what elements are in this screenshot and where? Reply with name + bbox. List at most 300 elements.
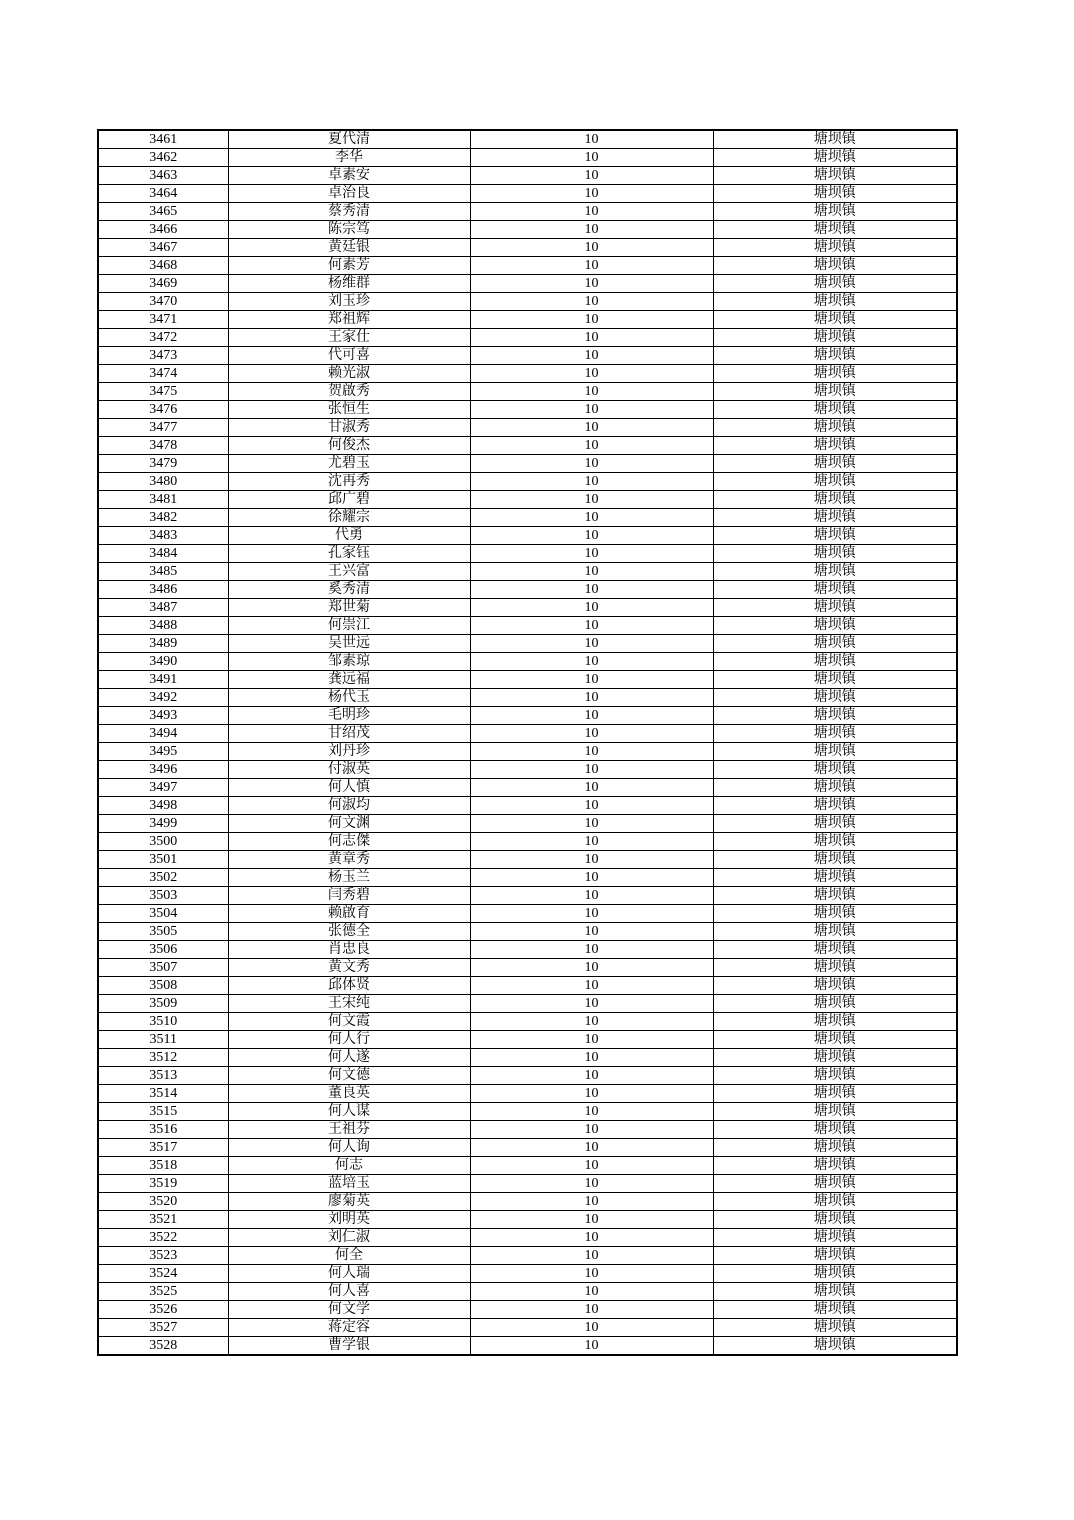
town-cell: 塘坝镇 bbox=[713, 1067, 957, 1085]
town-cell: 塘坝镇 bbox=[713, 419, 957, 437]
table-row bbox=[98, 1139, 957, 1157]
amount-cell: 10 bbox=[470, 599, 713, 617]
name-cell: 蓝培玉 bbox=[228, 1175, 470, 1193]
table-row bbox=[98, 689, 957, 707]
number-cell: 3462 bbox=[98, 149, 228, 167]
amount-cell: 10 bbox=[470, 995, 713, 1013]
table-row bbox=[98, 941, 957, 959]
amount-cell: 10 bbox=[470, 779, 713, 797]
table-row bbox=[98, 365, 957, 383]
amount-cell: 10 bbox=[470, 725, 713, 743]
town-cell: 塘坝镇 bbox=[713, 851, 957, 869]
town-cell: 塘坝镇 bbox=[713, 635, 957, 653]
amount-cell: 10 bbox=[470, 437, 713, 455]
town-cell: 塘坝镇 bbox=[713, 437, 957, 455]
number-cell: 3478 bbox=[98, 437, 228, 455]
town-cell: 塘坝镇 bbox=[713, 1283, 957, 1301]
town-cell: 塘坝镇 bbox=[713, 959, 957, 977]
town-cell: 塘坝镇 bbox=[713, 1265, 957, 1283]
table-row bbox=[98, 563, 957, 581]
town-cell: 塘坝镇 bbox=[713, 743, 957, 761]
amount-cell: 10 bbox=[470, 1157, 713, 1175]
name-cell: 赖光淑 bbox=[228, 365, 470, 383]
name-cell: 邹素琼 bbox=[228, 653, 470, 671]
table-row bbox=[98, 1175, 957, 1193]
amount-cell: 10 bbox=[470, 1139, 713, 1157]
name-cell: 何俊杰 bbox=[228, 437, 470, 455]
table-row bbox=[98, 671, 957, 689]
number-cell: 3484 bbox=[98, 545, 228, 563]
table-row bbox=[98, 1157, 957, 1175]
name-cell: 沈再秀 bbox=[228, 473, 470, 491]
number-cell: 3480 bbox=[98, 473, 228, 491]
table-row bbox=[98, 815, 957, 833]
name-cell: 邱体贤 bbox=[228, 977, 470, 995]
amount-cell: 10 bbox=[470, 185, 713, 203]
number-cell: 3510 bbox=[98, 1013, 228, 1031]
amount-cell: 10 bbox=[470, 329, 713, 347]
table-body bbox=[98, 130, 957, 1355]
number-cell: 3491 bbox=[98, 671, 228, 689]
number-cell: 3496 bbox=[98, 761, 228, 779]
town-cell: 塘坝镇 bbox=[713, 869, 957, 887]
amount-cell: 10 bbox=[470, 347, 713, 365]
amount-cell: 10 bbox=[470, 491, 713, 509]
table-row bbox=[98, 995, 957, 1013]
table-row bbox=[98, 347, 957, 365]
number-cell: 3524 bbox=[98, 1265, 228, 1283]
number-cell: 3514 bbox=[98, 1085, 228, 1103]
amount-cell: 10 bbox=[470, 473, 713, 491]
number-cell: 3502 bbox=[98, 869, 228, 887]
number-cell: 3509 bbox=[98, 995, 228, 1013]
number-cell: 3465 bbox=[98, 203, 228, 221]
name-cell: 付淑英 bbox=[228, 761, 470, 779]
name-cell: 代勇 bbox=[228, 527, 470, 545]
name-cell: 陈宗笃 bbox=[228, 221, 470, 239]
town-cell: 塘坝镇 bbox=[713, 617, 957, 635]
number-cell: 3508 bbox=[98, 977, 228, 995]
table-row bbox=[98, 581, 957, 599]
number-cell: 3488 bbox=[98, 617, 228, 635]
town-cell: 塘坝镇 bbox=[713, 1337, 957, 1356]
town-cell: 塘坝镇 bbox=[713, 1247, 957, 1265]
amount-cell: 10 bbox=[470, 1031, 713, 1049]
table-row bbox=[98, 1247, 957, 1265]
amount-cell: 10 bbox=[470, 1121, 713, 1139]
name-cell: 蔡秀清 bbox=[228, 203, 470, 221]
number-cell: 3519 bbox=[98, 1175, 228, 1193]
amount-cell: 10 bbox=[470, 1301, 713, 1319]
table-row bbox=[98, 923, 957, 941]
number-cell: 3525 bbox=[98, 1283, 228, 1301]
table-row bbox=[98, 725, 957, 743]
town-cell: 塘坝镇 bbox=[713, 1121, 957, 1139]
amount-cell: 10 bbox=[470, 167, 713, 185]
table-row bbox=[98, 959, 957, 977]
amount-cell: 10 bbox=[470, 1211, 713, 1229]
name-cell: 奚秀清 bbox=[228, 581, 470, 599]
name-cell: 孔家钰 bbox=[228, 545, 470, 563]
name-cell: 毛明珍 bbox=[228, 707, 470, 725]
town-cell: 塘坝镇 bbox=[713, 995, 957, 1013]
town-cell: 塘坝镇 bbox=[713, 257, 957, 275]
table-row bbox=[98, 149, 957, 167]
town-cell: 塘坝镇 bbox=[713, 1157, 957, 1175]
amount-cell: 10 bbox=[470, 671, 713, 689]
table-row bbox=[98, 851, 957, 869]
amount-cell: 10 bbox=[470, 275, 713, 293]
number-cell: 3526 bbox=[98, 1301, 228, 1319]
name-cell: 何素芳 bbox=[228, 257, 470, 275]
town-cell: 塘坝镇 bbox=[713, 1229, 957, 1247]
table-row bbox=[98, 401, 957, 419]
amount-cell: 10 bbox=[470, 311, 713, 329]
number-cell: 3473 bbox=[98, 347, 228, 365]
name-cell: 王宋纯 bbox=[228, 995, 470, 1013]
name-cell: 曹学银 bbox=[228, 1337, 470, 1356]
amount-cell: 10 bbox=[470, 1103, 713, 1121]
table-row bbox=[98, 527, 957, 545]
table-row bbox=[98, 761, 957, 779]
number-cell: 3485 bbox=[98, 563, 228, 581]
table-row bbox=[98, 1067, 957, 1085]
town-cell: 塘坝镇 bbox=[713, 581, 957, 599]
number-cell: 3463 bbox=[98, 167, 228, 185]
name-cell: 刘丹珍 bbox=[228, 743, 470, 761]
amount-cell: 10 bbox=[470, 455, 713, 473]
town-cell: 塘坝镇 bbox=[713, 1211, 957, 1229]
amount-cell: 10 bbox=[470, 365, 713, 383]
town-cell: 塘坝镇 bbox=[713, 203, 957, 221]
table-row bbox=[98, 293, 957, 311]
name-cell: 蒋定容 bbox=[228, 1319, 470, 1337]
table-row bbox=[98, 653, 957, 671]
amount-cell: 10 bbox=[470, 869, 713, 887]
amount-cell: 10 bbox=[470, 1319, 713, 1337]
amount-cell: 10 bbox=[470, 1175, 713, 1193]
amount-cell: 10 bbox=[470, 653, 713, 671]
town-cell: 塘坝镇 bbox=[713, 491, 957, 509]
amount-cell: 10 bbox=[470, 941, 713, 959]
amount-cell: 10 bbox=[470, 689, 713, 707]
name-cell: 夏代清 bbox=[228, 130, 470, 149]
number-cell: 3523 bbox=[98, 1247, 228, 1265]
amount-cell: 10 bbox=[470, 221, 713, 239]
amount-cell: 10 bbox=[470, 1229, 713, 1247]
town-cell: 塘坝镇 bbox=[713, 509, 957, 527]
amount-cell: 10 bbox=[470, 419, 713, 437]
name-cell: 徐耀宗 bbox=[228, 509, 470, 527]
name-cell: 刘明英 bbox=[228, 1211, 470, 1229]
amount-cell: 10 bbox=[470, 1247, 713, 1265]
name-cell: 何人询 bbox=[228, 1139, 470, 1157]
town-cell: 塘坝镇 bbox=[713, 923, 957, 941]
town-cell: 塘坝镇 bbox=[713, 293, 957, 311]
town-cell: 塘坝镇 bbox=[713, 1175, 957, 1193]
name-cell: 贺啟秀 bbox=[228, 383, 470, 401]
town-cell: 塘坝镇 bbox=[713, 1085, 957, 1103]
amount-cell: 10 bbox=[470, 743, 713, 761]
name-cell: 何人慎 bbox=[228, 779, 470, 797]
amount-cell: 10 bbox=[470, 545, 713, 563]
number-cell: 3477 bbox=[98, 419, 228, 437]
name-cell: 何淑均 bbox=[228, 797, 470, 815]
table-row bbox=[98, 1031, 957, 1049]
number-cell: 3493 bbox=[98, 707, 228, 725]
name-cell: 王兴富 bbox=[228, 563, 470, 581]
number-cell: 3461 bbox=[98, 130, 228, 149]
town-cell: 塘坝镇 bbox=[713, 545, 957, 563]
number-cell: 3482 bbox=[98, 509, 228, 527]
name-cell: 何志 bbox=[228, 1157, 470, 1175]
number-cell: 3483 bbox=[98, 527, 228, 545]
name-cell: 何志傑 bbox=[228, 833, 470, 851]
number-cell: 3495 bbox=[98, 743, 228, 761]
name-cell: 杨代玉 bbox=[228, 689, 470, 707]
name-cell: 刘玉珍 bbox=[228, 293, 470, 311]
number-cell: 3511 bbox=[98, 1031, 228, 1049]
table-row bbox=[98, 311, 957, 329]
name-cell: 何人行 bbox=[228, 1031, 470, 1049]
table-row bbox=[98, 130, 957, 149]
town-cell: 塘坝镇 bbox=[713, 130, 957, 149]
amount-cell: 10 bbox=[470, 923, 713, 941]
number-cell: 3503 bbox=[98, 887, 228, 905]
amount-cell: 10 bbox=[470, 527, 713, 545]
number-cell: 3475 bbox=[98, 383, 228, 401]
table-row bbox=[98, 617, 957, 635]
table-row bbox=[98, 977, 957, 995]
town-cell: 塘坝镇 bbox=[713, 779, 957, 797]
town-cell: 塘坝镇 bbox=[713, 761, 957, 779]
number-cell: 3527 bbox=[98, 1319, 228, 1337]
number-cell: 3512 bbox=[98, 1049, 228, 1067]
table-row bbox=[98, 905, 957, 923]
town-cell: 塘坝镇 bbox=[713, 941, 957, 959]
town-cell: 塘坝镇 bbox=[713, 833, 957, 851]
name-cell: 廖菊英 bbox=[228, 1193, 470, 1211]
amount-cell: 10 bbox=[470, 149, 713, 167]
table-row bbox=[98, 707, 957, 725]
town-cell: 塘坝镇 bbox=[713, 653, 957, 671]
name-cell: 闫秀碧 bbox=[228, 887, 470, 905]
town-cell: 塘坝镇 bbox=[713, 1193, 957, 1211]
amount-cell: 10 bbox=[470, 635, 713, 653]
number-cell: 3467 bbox=[98, 239, 228, 257]
number-cell: 3481 bbox=[98, 491, 228, 509]
table-row bbox=[98, 1337, 957, 1356]
table-row bbox=[98, 1229, 957, 1247]
name-cell: 郑世菊 bbox=[228, 599, 470, 617]
name-cell: 赖啟育 bbox=[228, 905, 470, 923]
town-cell: 塘坝镇 bbox=[713, 185, 957, 203]
amount-cell: 10 bbox=[470, 1067, 713, 1085]
table-row bbox=[98, 1283, 957, 1301]
table-row bbox=[98, 185, 957, 203]
name-cell: 何文渊 bbox=[228, 815, 470, 833]
town-cell: 塘坝镇 bbox=[713, 1103, 957, 1121]
table-row bbox=[98, 1085, 957, 1103]
number-cell: 3466 bbox=[98, 221, 228, 239]
name-cell: 李华 bbox=[228, 149, 470, 167]
amount-cell: 10 bbox=[470, 707, 713, 725]
amount-cell: 10 bbox=[470, 959, 713, 977]
town-cell: 塘坝镇 bbox=[713, 815, 957, 833]
town-cell: 塘坝镇 bbox=[713, 239, 957, 257]
town-cell: 塘坝镇 bbox=[713, 329, 957, 347]
amount-cell: 10 bbox=[470, 833, 713, 851]
town-cell: 塘坝镇 bbox=[713, 977, 957, 995]
table-row bbox=[98, 887, 957, 905]
table-row bbox=[98, 1211, 957, 1229]
town-cell: 塘坝镇 bbox=[713, 527, 957, 545]
name-cell: 黄廷银 bbox=[228, 239, 470, 257]
amount-cell: 10 bbox=[470, 1265, 713, 1283]
name-cell: 代可喜 bbox=[228, 347, 470, 365]
number-cell: 3471 bbox=[98, 311, 228, 329]
number-cell: 3500 bbox=[98, 833, 228, 851]
table-row bbox=[98, 221, 957, 239]
town-cell: 塘坝镇 bbox=[713, 707, 957, 725]
number-cell: 3497 bbox=[98, 779, 228, 797]
number-cell: 3520 bbox=[98, 1193, 228, 1211]
town-cell: 塘坝镇 bbox=[713, 599, 957, 617]
town-cell: 塘坝镇 bbox=[713, 473, 957, 491]
table-row bbox=[98, 1265, 957, 1283]
amount-cell: 10 bbox=[470, 383, 713, 401]
town-cell: 塘坝镇 bbox=[713, 1301, 957, 1319]
amount-cell: 10 bbox=[470, 977, 713, 995]
table-row bbox=[98, 491, 957, 509]
number-cell: 3504 bbox=[98, 905, 228, 923]
amount-cell: 10 bbox=[470, 887, 713, 905]
amount-cell: 10 bbox=[470, 851, 713, 869]
table-row bbox=[98, 743, 957, 761]
amount-cell: 10 bbox=[470, 563, 713, 581]
name-cell: 何人谋 bbox=[228, 1103, 470, 1121]
table-row bbox=[98, 797, 957, 815]
name-cell: 杨玉兰 bbox=[228, 869, 470, 887]
table-row bbox=[98, 1319, 957, 1337]
amount-cell: 10 bbox=[470, 815, 713, 833]
amount-cell: 10 bbox=[470, 1085, 713, 1103]
number-cell: 3517 bbox=[98, 1139, 228, 1157]
town-cell: 塘坝镇 bbox=[713, 671, 957, 689]
town-cell: 塘坝镇 bbox=[713, 1049, 957, 1067]
name-cell: 何人遂 bbox=[228, 1049, 470, 1067]
number-cell: 3505 bbox=[98, 923, 228, 941]
amount-cell: 10 bbox=[470, 797, 713, 815]
name-cell: 何文德 bbox=[228, 1067, 470, 1085]
town-cell: 塘坝镇 bbox=[713, 563, 957, 581]
number-cell: 3492 bbox=[98, 689, 228, 707]
number-cell: 3521 bbox=[98, 1211, 228, 1229]
amount-cell: 10 bbox=[470, 130, 713, 149]
amount-cell: 10 bbox=[470, 761, 713, 779]
name-cell: 郑祖辉 bbox=[228, 311, 470, 329]
number-cell: 3489 bbox=[98, 635, 228, 653]
table-row bbox=[98, 383, 957, 401]
table-row bbox=[98, 329, 957, 347]
name-cell: 邱广碧 bbox=[228, 491, 470, 509]
table-row bbox=[98, 635, 957, 653]
table-row bbox=[98, 545, 957, 563]
table-row bbox=[98, 437, 957, 455]
number-cell: 3522 bbox=[98, 1229, 228, 1247]
number-cell: 3506 bbox=[98, 941, 228, 959]
amount-cell: 10 bbox=[470, 617, 713, 635]
amount-cell: 10 bbox=[470, 581, 713, 599]
amount-cell: 10 bbox=[470, 1337, 713, 1356]
number-cell: 3479 bbox=[98, 455, 228, 473]
number-cell: 3507 bbox=[98, 959, 228, 977]
table-row bbox=[98, 257, 957, 275]
name-cell: 甘淑秀 bbox=[228, 419, 470, 437]
number-cell: 3464 bbox=[98, 185, 228, 203]
amount-cell: 10 bbox=[470, 401, 713, 419]
town-cell: 塘坝镇 bbox=[713, 455, 957, 473]
table-row bbox=[98, 1049, 957, 1067]
number-cell: 3472 bbox=[98, 329, 228, 347]
town-cell: 塘坝镇 bbox=[713, 167, 957, 185]
town-cell: 塘坝镇 bbox=[713, 347, 957, 365]
table-row bbox=[98, 869, 957, 887]
amount-cell: 10 bbox=[470, 1283, 713, 1301]
name-cell: 肖忠良 bbox=[228, 941, 470, 959]
name-cell: 何文学 bbox=[228, 1301, 470, 1319]
name-cell: 何崇江 bbox=[228, 617, 470, 635]
table-row bbox=[98, 1013, 957, 1031]
town-cell: 塘坝镇 bbox=[713, 275, 957, 293]
town-cell: 塘坝镇 bbox=[713, 401, 957, 419]
table-row bbox=[98, 419, 957, 437]
number-cell: 3513 bbox=[98, 1067, 228, 1085]
table-row bbox=[98, 473, 957, 491]
table-row bbox=[98, 167, 957, 185]
name-cell: 刘仁淑 bbox=[228, 1229, 470, 1247]
amount-cell: 10 bbox=[470, 239, 713, 257]
amount-cell: 10 bbox=[470, 257, 713, 275]
town-cell: 塘坝镇 bbox=[713, 1319, 957, 1337]
table-row bbox=[98, 509, 957, 527]
name-cell: 何人喜 bbox=[228, 1283, 470, 1301]
table-row bbox=[98, 239, 957, 257]
town-cell: 塘坝镇 bbox=[713, 1013, 957, 1031]
data-table bbox=[97, 129, 958, 1356]
amount-cell: 10 bbox=[470, 905, 713, 923]
name-cell: 杨维群 bbox=[228, 275, 470, 293]
name-cell: 黄文秀 bbox=[228, 959, 470, 977]
number-cell: 3486 bbox=[98, 581, 228, 599]
name-cell: 张恒生 bbox=[228, 401, 470, 419]
number-cell: 3518 bbox=[98, 1157, 228, 1175]
number-cell: 3516 bbox=[98, 1121, 228, 1139]
name-cell: 尤碧玉 bbox=[228, 455, 470, 473]
number-cell: 3499 bbox=[98, 815, 228, 833]
name-cell: 黄章秀 bbox=[228, 851, 470, 869]
town-cell: 塘坝镇 bbox=[713, 383, 957, 401]
town-cell: 塘坝镇 bbox=[713, 689, 957, 707]
town-cell: 塘坝镇 bbox=[713, 725, 957, 743]
table-row bbox=[98, 1103, 957, 1121]
amount-cell: 10 bbox=[470, 509, 713, 527]
table-row bbox=[98, 833, 957, 851]
table-row bbox=[98, 1121, 957, 1139]
name-cell: 何全 bbox=[228, 1247, 470, 1265]
town-cell: 塘坝镇 bbox=[713, 221, 957, 239]
town-cell: 塘坝镇 bbox=[713, 311, 957, 329]
